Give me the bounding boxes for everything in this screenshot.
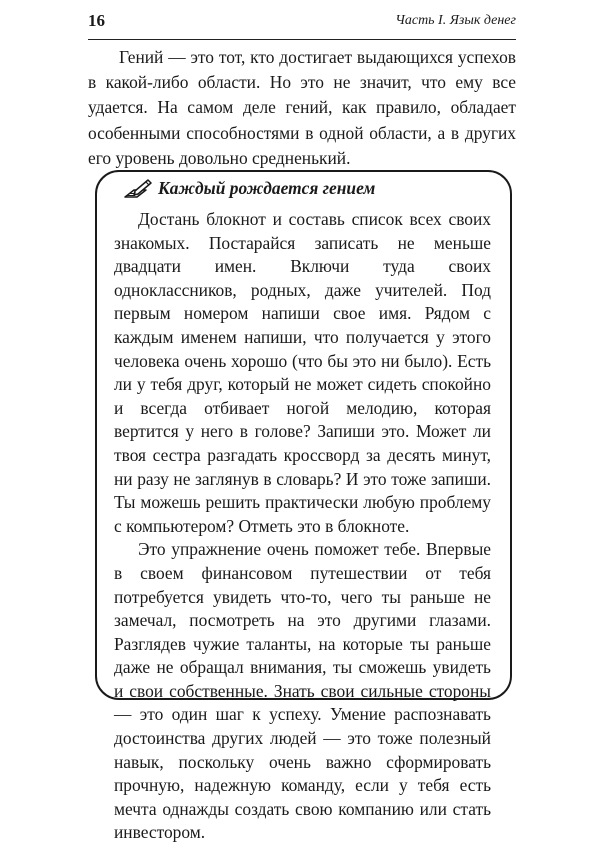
sidebar-title [123,177,375,200]
sidebar-paragraph-1: Достань блокнот и составь список всех своих знакомых. Постарайся записать не меньше двадцати имен. Включи туда своих одноклассников, родных, даже учителей. Под первым номером напиши свое имя. Рядом с каждым именем напиши, что получается у этого человека очень хорошо (что бы это ни было). Есть ли у тебя друг, который не может сидеть спокойно и всегда отбивает ногой мелодию, которая вертится у него в голове? Запиши это. Может ли твоя сестра разгадать кроссворд за десять минут, ни разу не заглянув в словарь? И это тоже запиши. Ты можешь решить практически любую проблему с компьютером? Отметь это в блокноте. [114,209,491,536]
intro-text [88,45,516,171]
page-number: 16 [88,11,105,30]
pencil-notepad-icon [123,177,152,200]
sidebar-paragraph-2: Это упражнение очень поможет тебе. Впервые в своем финансовом путешествии от тебя потребуется увидеть что-то, чего ты раньше не замечал, посмотреть на это другими глазами. Разглядев чужие таланты, на которые ты раньше даже не обращал внимания, ты сможешь увидеть и свои собственные. Знать свои сильные стороны — это один шаг к успеху. Умение распознавать достоинства других людей — это тоже полезный навык, поскольку очень важно сформировать прочную, надежную команду, если у тебя есть мечта однажды создать свою компанию или стать инвестором. [114,539,491,843]
sidebar-text [114,208,491,845]
page-header [0,0,600,40]
header-rule [88,39,516,40]
running-head: Часть I. Язык денег [395,13,516,28]
sidebar-title-text: Каждый рождается гением [158,178,376,198]
intro-paragraph: Гений — это тот, кто достигает выдающихся успехов в какой-либо области. Но это не значит, что ему все удается. На самом деле гений, как правило, обладает особенными способностями в одной области, а в других его уровень довольно средненький. [88,47,516,168]
